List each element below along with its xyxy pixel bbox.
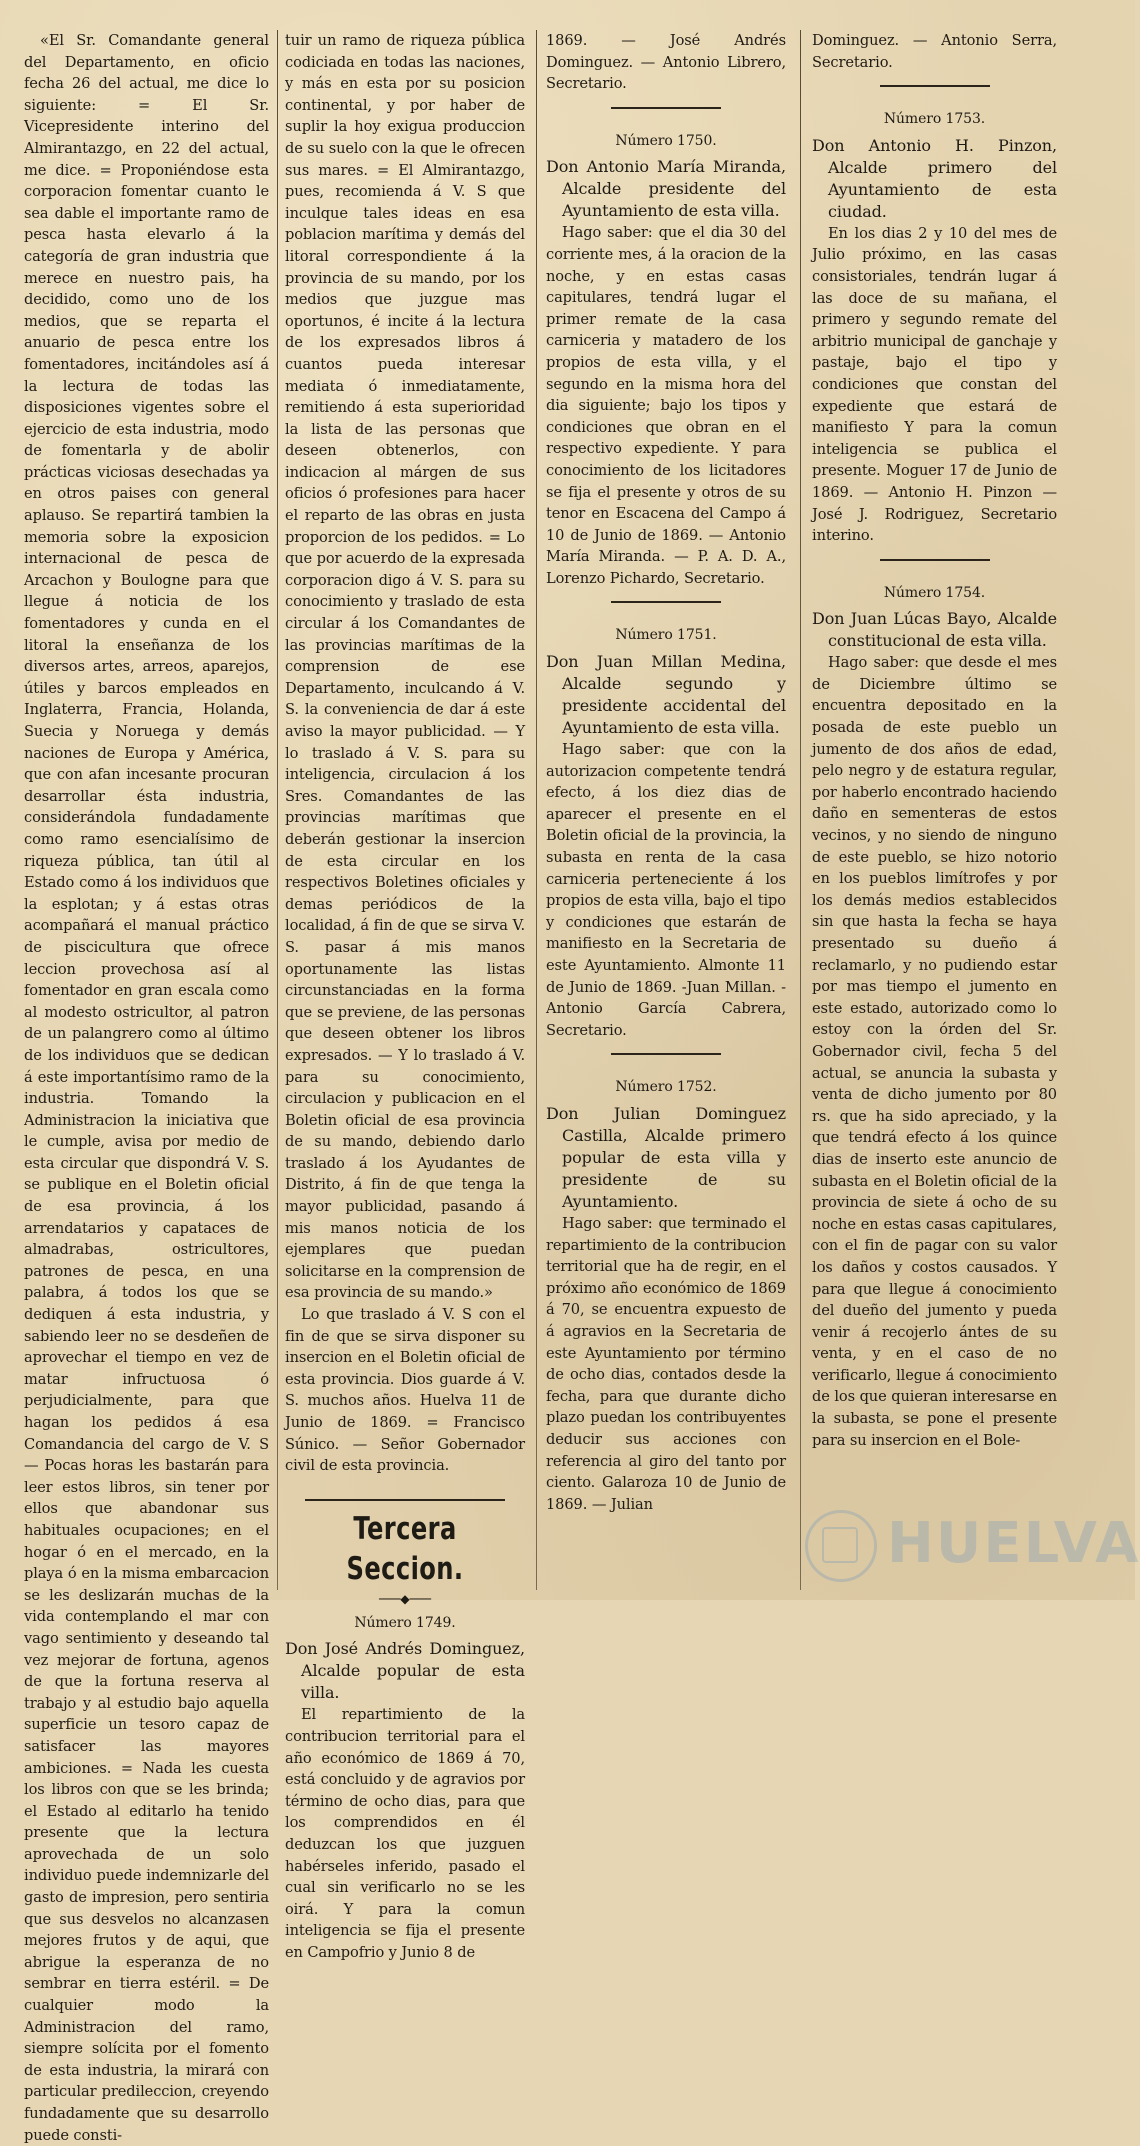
notice-separator — [611, 107, 721, 109]
column-4 — [812, 30, 1057, 1590]
notice-separator — [611, 1053, 721, 1055]
notice-heading-1754: Don Juan Lúcas Bayo, Alcalde constitucional de esta villa. — [812, 609, 1057, 651]
watermark-text: HUELVA — [887, 1511, 1140, 1576]
column-3 — [546, 30, 786, 1590]
notice-end-1749: 1869. — José Andrés Dominguez. — Antonio Librero, Secretario. — [546, 32, 786, 93]
notice-body-1749: El repartimiento de la contribucion territorial para el año económico de 1869 á 70, está concluido y de agravios por término de ocho dias, para que los comprendidos en él deduzcan los que juzguen habérseles inferido, pasado el cual sin verificarlo no se les oirá. Y para la comun inteligencia se fija el presente en Campofrio y Junio 8 de — [285, 1706, 525, 1961]
notice-number-1750: Número 1750. — [615, 132, 717, 149]
column-divider — [277, 30, 278, 1590]
notice-number-1753: Número 1753. — [883, 111, 986, 128]
notice-body-1751: Hago saber: que con la autorizacion competente tendrá efecto, á los diez dias de aparecer el presente en el Boletin oficial de la provincia, la subasta en renta de la casa carniceria perteneciente á los propios de esta villa, bajo el tipo y condiciones que estarán de manifiesto en la Secretaria de este Ayuntamiento. Almonte 11 de Junio de 1869. -Juan Millan. -Antonio García Cabrera, Secretario. — [546, 741, 786, 1039]
notice-number-1749: Número 1749. — [354, 1614, 456, 1631]
notice-body-1754: Hago saber: que desde el mes de Diciembre último se encuentra depositado en la posada de este pueblo un jumento de dos años de edad, pelo negro y de estatura regular, por haberlo encontrado haciendo daño en sementeras de estos vecinos, y no siendo de ninguno de este pueblo, se hizo notorio en los pueblos limítrofes y por los demás medios establecidos sin que hasta la fecha se haya presentado su dueño á reclamarlo, y no pudiendo estar por mas tiempo el jumento en este estado, autorizado como lo estoy con la órden del Sr. Gobernador civil, fecha 5 del actual, se anuncia la subasta y venta de dicho jumento por 80 rs. que ha sido apreciado, y la que tendrá efecto á los quince dias de inserto este anuncio de subasta en el Boletin oficial de la provincia de siete á ocho de su noche en estas casas capitulares, con el fin de pagar con su valor los daños y costos causados. Y para que llegue á conocimiento del dueño del jumento y pueda venir á recojerlo ántes de su venta, y en el caso de no verificarlo, llegue á conocimiento de los que quieran interesarse en la subasta, se pone el presente para su insercion en el Bole- — [812, 654, 1057, 1449]
notice-number-1754: Número 1754. — [883, 584, 986, 601]
archive-seal-icon — [805, 1510, 877, 1582]
notice-body-1750: Hago saber: que el dia 30 del corriente mes, á la oracion de la noche, y en estas casas capitulares, tendrá lugar el primer remate de la casa carniceria y matadero de los propios de esta villa, y el segundo en la misma hora del dia siguiente; bajo los tipos y condiciones que obran en el respectivo expediente. Y para conocimiento de los licitadores se fija el presente y otros de su tenor en Escacena del Campo á 10 de Junio de 1869. — Antonio María Miranda. — P. A. D. A., Lorenzo Pichardo, Secretario. — [546, 224, 786, 587]
notice-heading-1753: Don Antonio H. Pinzon, Alcalde primero del Ayuntamiento de esta ciudad. — [812, 135, 1057, 221]
notice-body-1753: En los dias 2 y 10 del mes de Julio próximo, en las casas consistoriales, tendrán lugar á las doce de su mañana, el primero y segundo remate del arbitrio municipal de ganchaje y pastaje, bajo el tipo y condiciones que constan del expediente que estará de manifiesto Y para la comun inteligencia se publica el presente. Moguer 17 de Junio de 1869. — Antonio H. Pinzon — José J. Rodriguez, Secretario interino. — [812, 224, 1057, 545]
notice-separator — [880, 85, 990, 87]
notice-separator — [611, 601, 721, 603]
notice-heading-1749: Don José Andrés Dominguez, Alcalde popular de esta villa. — [285, 1639, 525, 1703]
column-1 — [24, 30, 269, 2144]
ornament-divider: ───◆─── — [379, 1591, 431, 1606]
notice-number-1751: Número 1751. — [615, 627, 717, 644]
archive-watermark — [805, 1506, 1140, 1586]
section-divider — [305, 1499, 505, 1501]
notice-heading-1750: Don Antonio María Miranda, Alcalde presidente del Ayuntamiento de esta villa. — [546, 157, 786, 221]
section-title: Tercera Seccion. — [346, 1510, 464, 1587]
circular-closing: Lo que traslado á V. S con el fin de que se sirva disponer su insercion en el Boletin oficial de esta provincia. Dios guarde á V. S. muchos años. Huelva 11 de Junio de 1869. = Francisco Súnico. — Señor Gobernador civil de esta provincia. — [285, 1306, 525, 1475]
notice-heading-1752: Don Julian Dominguez Castilla, Alcalde primero popular de esta villa y presidente de su Ayuntamiento. — [546, 1103, 786, 1211]
notice-number-1752: Número 1752. — [615, 1079, 717, 1096]
notice-separator — [880, 559, 990, 561]
notice-body-1752: Hago saber: que terminado el repartimiento de la contribucion territorial que ha de regir, en el próximo año económico de 1869 á 70, se encuentra expuesto de á agravios en la Secretaria de este Ayuntamiento por término de ocho dias, contados desde la fecha, para que durante dicho plazo puedan los contribuyentes deducir sus acciones con referencia al giro del tanto por ciento. Galaroza 10 de Junio de 1869. — Julian — [546, 1214, 786, 1513]
circular-text: «El Sr. Comandante general del Departamento, en oficio fecha 26 del actual, me dice lo siguiente: = El Sr. Vicepresidente interino del Almirantazgo, en 22 del actual, me dice. = Proponiéndose esta corporacion fomentar cuanto le sea dable el importante ramo de pesca hasta elevarlo á la categoría de gran industria que merece en nuestro pais, ha decidido, como uno de los medios, que se reparta el anuario de pesca entre los fomentadores, incitándoles así á la lectura de todas las disposiciones vigentes sobre el ejercicio de esta industria, modo de fomentarla y de abolir prácticas viciosas desechadas ya en otros paises con general aplauso. Se repartirá tambien la memoria sobre la exposicion internacional de pesca de Arcachon y Boulogne para que llegue á noticia de los fomentadores y cunda en el litoral la enseñanza de los diversos artes, arreos, aparejos, útiles y barcos empleados en Inglaterra, Francia, Holanda, Suecia y Noruega y demás naciones de Europa y América, que con afan incesante procuran desarrollar ésta industria, considerándola fundadamente como ramo esencialísimo de riqueza pública, tan útil al Estado como á los individuos que la esplotan; y á estas otras acompañará el manual práctico de piscicultura que ofrece leccion provechosa así al fomentador en gran escala como al modesto ostricultor, al patron de un palangrero como al último de los individuos que se dedican á este importantísimo ramo de la industria. Tomando la Administracion la iniciativa que le cumple, avisa por medio de esta circular que dispondrá V. S. se publique en el Boletin oficial de esa provincia, á los arrendatarios y capataces de almadrabas, ostricultores, patrones de pesca, en una palabra, á todos los que se dediquen á esta industria, y sabiendo leer no se desdeñen de aprovechar el tiempo en vez de matar infructuosa ó perjudicialmente, para que hagan los pedidos á esa Comandancia del cargo de V. S — Pocas horas les bastarán para leer estos libros, sin tener por ellos que abandonar sus habituales ocupaciones; en el hogar ó en el mercado, en la playa ó en la misma embarcacion se les deslizarán muchas de la vida contemplando el mar con vago sentimiento y deseando tal vez mejorar de fortuna, agenos de que la fortuna reserva al trabajo y al estudio bajo aquella superficie un tesoro capaz de satisfacer las mayores ambiciones. = Nada les cuesta los libros con que se les brinda; el Estado al editarlo ha tenido presente que la lectura aprovechada de un solo individuo puede indemnizarle del gasto de impresion, pero sentiria que sus desvelos no alcanzasen mejores frutos y de aqui, que abrigue la esperanza de no sembrar en tierra estéril. = De cualquier modo la Administracion del ramo, siempre solícita por el fomento de esta industria, la mirará con particular predileccion, creyendo fundadamente que su desarrollo puede consti- — [24, 32, 269, 2144]
notice-end-1752: Dominguez. — Antonio Serra, Secretario. — [812, 32, 1057, 71]
column-2 — [285, 30, 525, 1961]
column-divider — [536, 30, 537, 1590]
notice-heading-1751: Don Juan Millan Medina, Alcalde segundo y presidente accidental del Ayuntamiento de esta villa. — [546, 652, 786, 738]
circular-text-continued: tuir un ramo de riqueza pública codiciada en todas las naciones, y más en esta por su posicion continental, y por haber de suplir la hoy exigua produccion de su suelo con la que le ofrecen sus mares. = El Almirantazgo, pues, recomienda á V. S que inculque tales ideas en esa poblacion marítima y demás del litoral correspondiente á la provincia de su mando, por los medios que juzgue mas oportunos, é incite á la lectura de los expresados libros á cuantos pueda interesar mediata ó inmediatamente, remitiendo á esta superioridad la lista de las personas que deseen obtenerlos, con indicacion al márgen de sus oficios ó profesiones para hacer el reparto de las obras en justa proporcion de los pedidos. = Lo que por acuerdo de la expresada corporacion digo á V. S. para su conocimiento y traslado de esta circular á los Comandantes de las provincias marítimas de la comprension de ese Departamento, inculcando á V. S. la conveniencia de dar á este aviso la mayor publicidad. — Y lo traslado á V. S. para su inteligencia, circulacion á los Sres. Comandantes de las provincias marítimas que deberán gestionar la insercion de esta circular en los respectivos Boletines oficiales y demas periódicos de la localidad, á fin de que se sirva V. S. pasar á mis manos oportunamente las listas circunstanciadas en la forma que se previene, de las personas que deseen obtener los libros expresados. — Y lo traslado á V. para su conocimiento, circulacion y publicacion en el Boletin oficial de esa provincia de su mando, debiendo darlo traslado á los Ayudantes de Distrito, á fin de que tenga la mayor publicidad, pasando á mis manos noticia de los ejemplares que puedan solicitarse en la comprension de esa provincia de su mando.» — [285, 32, 525, 1302]
column-divider — [800, 30, 801, 1590]
